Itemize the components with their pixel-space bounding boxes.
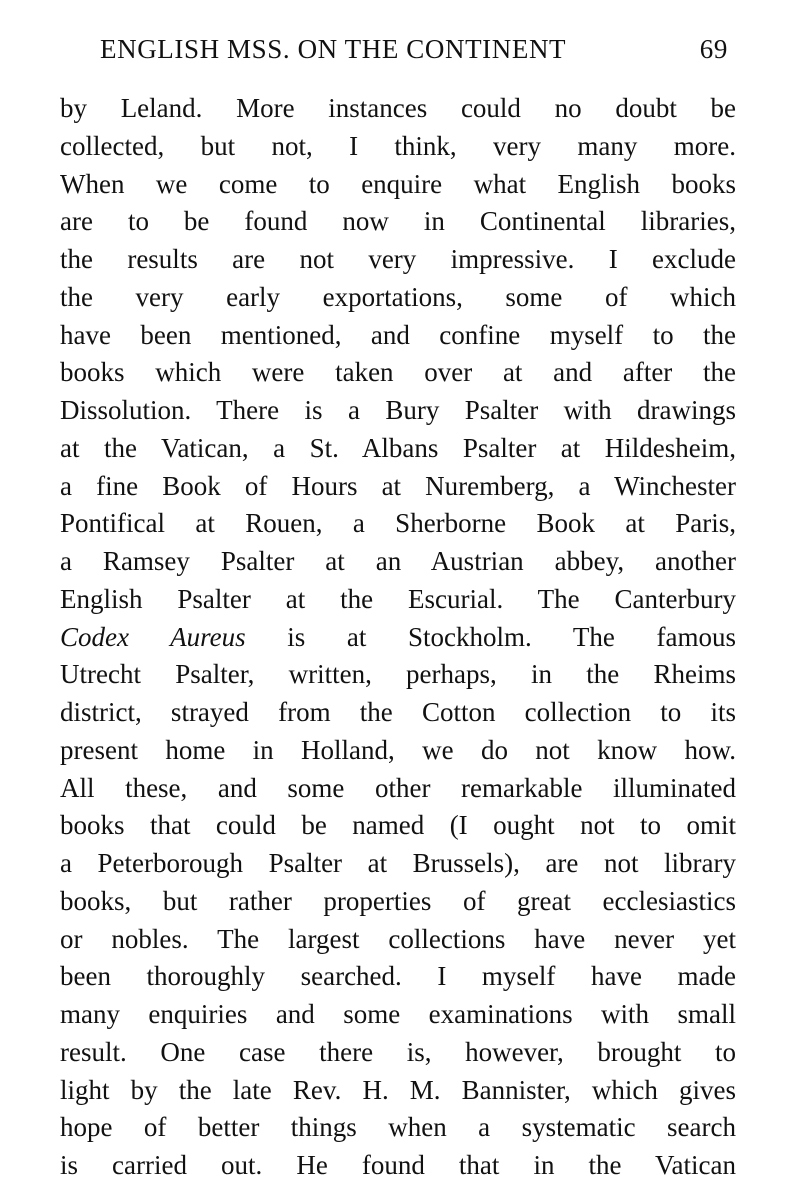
text-line: a Ramsey Psalter at an Austrian abbey, another (60, 546, 736, 576)
running-head: ENGLISH MSS. ON THE CONTINENT (100, 34, 567, 64)
text-line: the very early exportations, some of which (60, 281, 736, 312)
text-line: present home in Holland, we do not know how. (60, 734, 736, 765)
text-line: are to be found now in Continental libraries, (60, 206, 736, 237)
text-line: by Leland. More instances could no doubt be (60, 93, 736, 123)
text-line-rest: is at Stockholm. The famous (245, 621, 736, 652)
text-line: district, strayed from the Cotton collection to its (60, 697, 736, 727)
text-line: Pontifical at Rouen, a Sherborne Book at Paris, (60, 508, 736, 539)
text-line: have been mentioned, and confine myself to the (60, 319, 736, 350)
text-line: books, but rather properties of great ecclesiastics (60, 885, 736, 916)
text-line: Dissolution. There is a Bury Psalter with drawings (60, 395, 736, 425)
text-line: English Psalter at the Escurial. The Canterbury (60, 583, 736, 614)
text-line (60, 619, 736, 657)
text-line: a fine Book of Hours at Nuremberg, a Winchester (60, 470, 736, 501)
text-line: many enquiries and some examinations with small (60, 999, 736, 1029)
text-line: When we come to enquire what English books (60, 168, 736, 199)
text-line: books that could be named (I ought not to omit (60, 810, 736, 841)
text-line: books which were taken over at and after the (60, 357, 736, 388)
text-line: collected, but not, I think, very many more. (60, 130, 736, 161)
page-header (100, 34, 728, 74)
page-number: 69 (699, 34, 728, 64)
body-text (60, 90, 736, 1185)
text-line: hope of better things when a systematic search (60, 1112, 736, 1143)
text-line: the results are not very impressive. I exclude (60, 244, 736, 274)
text-line: light by the late Rev. H. M. Bannister, which gives (60, 1074, 736, 1105)
text-line: or nobles. The largest collections have never yet (60, 923, 736, 954)
text-line: result. One case there is, however, brought to (60, 1036, 736, 1067)
text-line: at the Vatican, a St. Albans Psalter at Hildesheim, (60, 432, 736, 463)
text-line: a Peterborough Psalter at Brussels), are not library (60, 848, 736, 878)
italic-title: Codex Aureus (60, 621, 246, 652)
text-line: is carried out. He found that in the Vatican (60, 1150, 736, 1180)
text-line: Utrecht Psalter, written, perhaps, in the Rheims (60, 659, 736, 690)
text-line: been thoroughly searched. I myself have made (60, 961, 736, 992)
text-line: All these, and some other remarkable illuminated (60, 772, 736, 803)
